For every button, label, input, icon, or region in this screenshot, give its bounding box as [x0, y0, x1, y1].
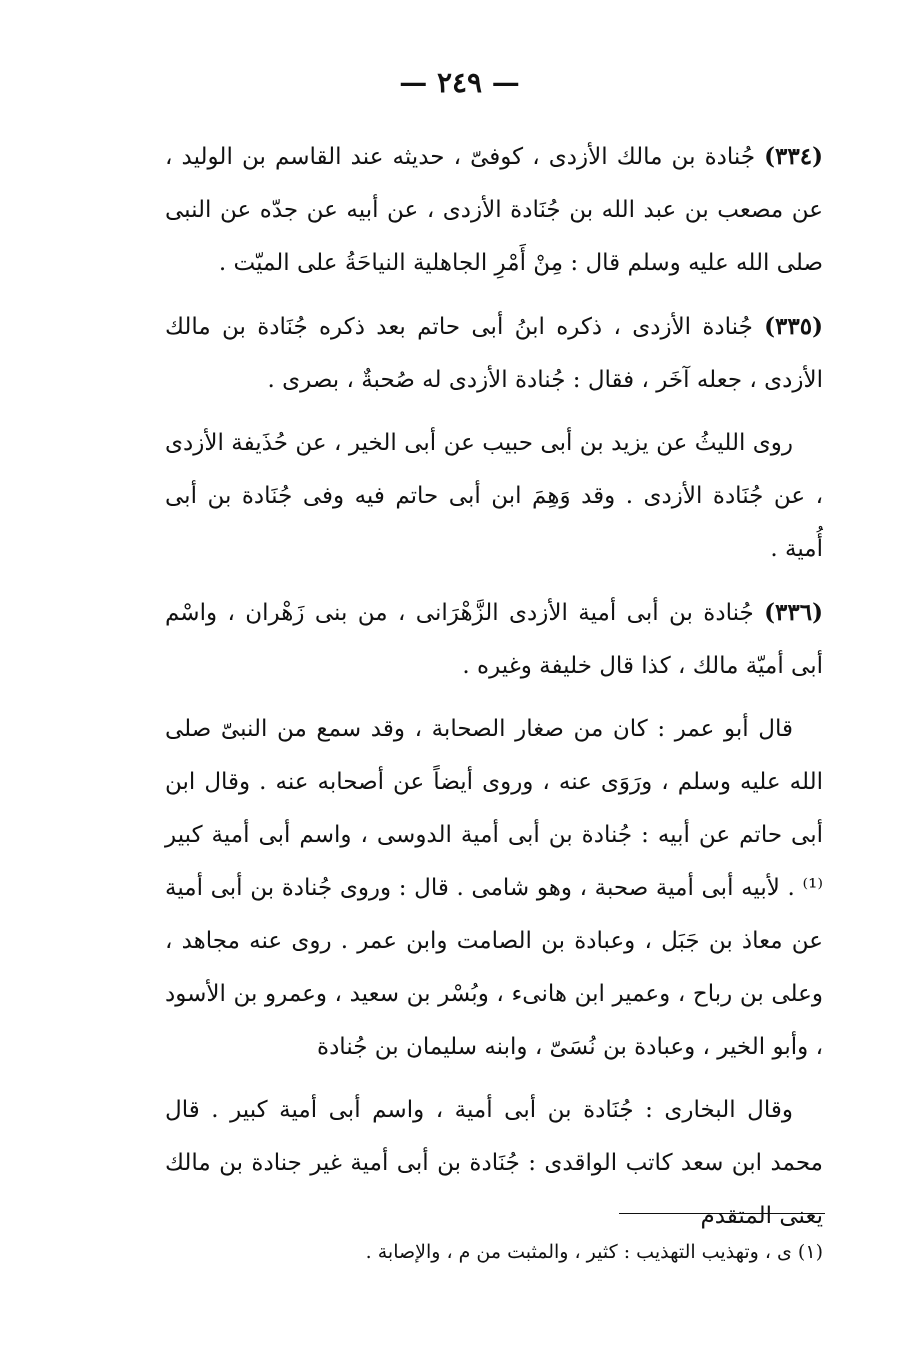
paragraph-text: وقال البخارى : جُنَادة بن أبى أمية ، واسم أبى أمية كبير . قال محمد ابن سعد كاتب الواقدى : جُنَادة بن أبى أمية غير جنادة بن مالك يعنى المتقدم [165, 1097, 823, 1229]
entry-335 [165, 300, 823, 407]
entry-number: (٣٣٤) [764, 143, 823, 170]
footnote-divider [619, 1213, 825, 1214]
entry-number: (٣٣٥) [764, 313, 823, 340]
paragraph-abu-umar [165, 703, 823, 1074]
main-text [165, 130, 823, 1253]
entry-text: جُنادة الأزدى ، ذكره ابنُ أبى حاتم بعد ذكره جُنَادة بن مالك الأزدى ، جعله آخَر ، فقال : جُنادة الأزدى له صُحبةٌ ، بصرى . [165, 314, 823, 393]
footnote: (١) ى ، وتهذيب التهذيب : كثير ، والمثبت من م ، والإصابة . [365, 1241, 823, 1263]
entry-334 [165, 130, 823, 290]
entry-number: (٣٣٦) [764, 599, 823, 626]
entry-text: جُنادة بن مالك الأزدى ، كوفىّ ، حديثه عند القاسم بن الوليد ، عن مصعب بن عبد الله بن جُنَادة الأزدى ، عن أبيه عن جدّه عن النبى صلى الله عليه وسلم قال : مِنْ أَمْرِ الجاهلية النياحَةُ على الميّت . [165, 144, 823, 276]
paragraph-text: قال أبو عمر : كان من صغار الصحابة ، وقد سمع من النبىّ صلى الله عليه وسلم ، ورَوَى عنه ، وروى أيضاً عن أصحابه عنه . وقال ابن أبى حاتم عن أبيه : جُنادة بن أبى أمية الدوسى ، واسم أبى أمية كبير ⁽¹⁾ . لأبيه أبى أمية صحبة ، وهو شامى . قال : وروى جُنادة بن أبى أمية عن معاذ بن جَبَل ، وعبادة بن الصامت وابن عمر . روى عنه مجاهد ، وعلى بن رباح ، وعمير ابن هانىء ، وبُسْر بن سعيد ، وعمرو بن الأسود ، وأبو الخير ، وعبادة بن نُسَىّ ، وابنه سليمان بن جُنادة [165, 716, 823, 1060]
entry-336 [165, 586, 823, 693]
entry-text: جُنادة بن أبى أمية الأزدى الزَّهْرَانى ، من بنى زَهْران ، واسْم أبى أميّة مالك ، كذا قال خليفة وغيره . [165, 600, 823, 679]
paragraph-bukhari [165, 1084, 823, 1243]
paragraph-continuation [165, 417, 823, 576]
page-number: — ٢٤٩ — [399, 66, 520, 99]
paragraph-text: روى الليثُ عن يزيد بن أبى حبيب عن أبى الخير ، عن حُذَيفة الأزدى ، عن جُنَادة الأزدى . وقد وَهِمَ ابن أبى حاتم فيه وفى جُنَادة بن أبى أُمية . [165, 430, 823, 562]
